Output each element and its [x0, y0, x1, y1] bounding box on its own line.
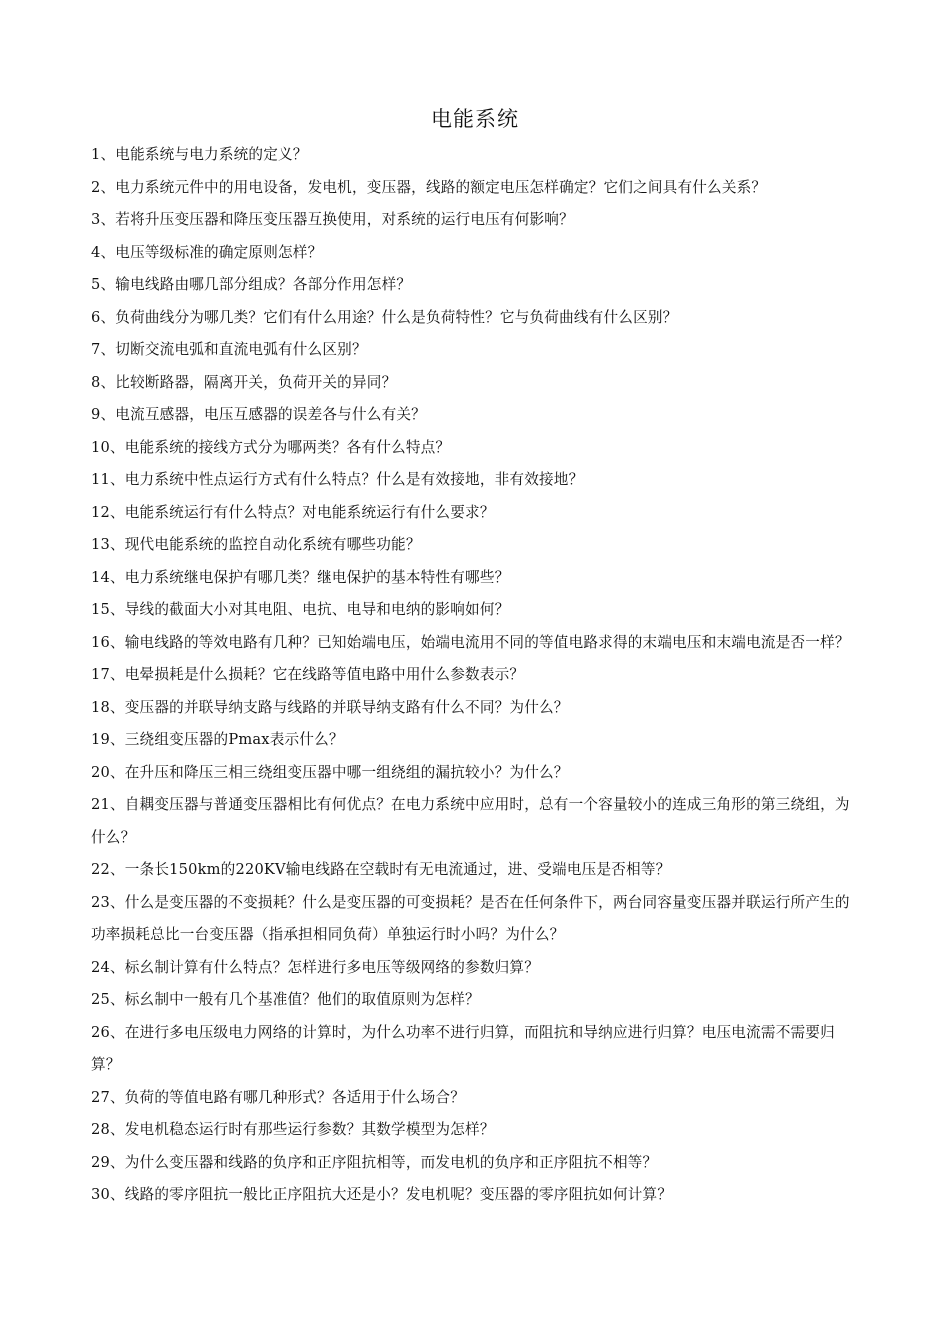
question-item: 10、电能系统的接线方式分为哪两类？各有什么特点？ [91, 438, 451, 456]
question-list [91, 139, 863, 1212]
question-item: 2、电力系统元件中的用电设备，发电机，变压器，线路的额定电压怎样确定？它们之间具有什么关系？ [91, 178, 767, 196]
question-item: 11、电力系统中性点运行方式有什么特点？什么是有效接地，非有效接地？ [91, 471, 584, 488]
question-item: 18、变压器的并联导纳支路与线路的并联导纳支路有什么不同？为什么？ [91, 698, 569, 716]
question-item: 21、自耦变压器与普通变压器相比有何优点？在电力系统中应用时，总有一个容量较小的连成三角形的第三绕组，为什么？ [91, 796, 850, 846]
question-item: 22、一条长150km的220KV输电线路在空载时有无电流通过，进、受端电压是否相等？ [91, 861, 671, 878]
question-item: 29、为什么变压器和线路的负序和正序阻抗相等，而发电机的负序和正序阻抗不相等？ [91, 1153, 658, 1171]
question-item: 14、电力系统继电保护有哪几类？继电保护的基本特性有哪些？ [91, 568, 510, 586]
question-item: 12、电能系统运行有什么特点？对电能系统运行有什么要求？ [91, 503, 495, 521]
question-item: 19、三绕组变压器的Pmax表示什么？ [91, 731, 344, 748]
question-item: 23、什么是变压器的不变损耗？什么是变压器的可变损耗？是否在任何条件下，两台同容量变压器并联运行所产生的功率损耗总比一台变压器（指承担相同负荷）单独运行时小吗？为什么？ [91, 893, 850, 943]
document-title: 电能系统 [431, 107, 519, 131]
question-item: 25、标幺制中一般有几个基准值？他们的取值原则为怎样？ [91, 991, 480, 1008]
question-item: 30、线路的零序阻抗一般比正序阻抗大还是小？发电机呢？变压器的零序阻抗如何计算？ [91, 1186, 673, 1203]
question-item: 28、发电机稳态运行时有那些运行参数？其数学模型为怎样？ [91, 1121, 495, 1138]
question-item: 27、负荷的等值电路有哪几种形式？各适用于什么场合？ [91, 1088, 466, 1106]
question-item: 17、电晕损耗是什么损耗？它在线路等值电路中用什么参数表示？ [91, 666, 525, 683]
question-item: 3、若将升压变压器和降压变压器互换使用，对系统的运行电压有何影响？ [91, 211, 574, 228]
question-item: 8、比较断路器，隔离开关，负荷开关的异同？ [91, 373, 397, 391]
question-item: 16、输电线路的等效电路有几种？已知始端电压，始端电流用不同的等值电路求得的末端电压和末端电流是否一样？ [91, 633, 850, 651]
question-item: 9、电流互感器，电压互感器的误差各与什么有关？ [91, 406, 426, 423]
question-item: 20、在升压和降压三相三绕组变压器中哪一组绕组的漏抗较小？为什么？ [91, 763, 569, 781]
question-item: 6、负荷曲线分为哪几类？它们有什么用途？什么是负荷特性？它与负荷曲线有什么区别？ [91, 308, 678, 326]
question-item: 4、电压等级标准的确定原则怎样？ [91, 243, 323, 261]
question-item: 7、切断交流电弧和直流电弧有什么区别？ [91, 341, 367, 358]
question-item: 1、电能系统与电力系统的定义？ [91, 146, 308, 163]
question-item: 15、导线的截面大小对其电阻、电抗、电导和电纳的影响如何？ [91, 601, 510, 618]
question-item: 24、标幺制计算有什么特点？怎样进行多电压等级网络的参数归算？ [91, 958, 539, 976]
question-item: 26、在进行多电压级电力网络的计算时，为什么功率不进行归算，而阻抗和导纳应进行归算？电压电流需不需要归算？ [91, 1023, 835, 1073]
question-item: 13、现代电能系统的监控自动化系统有哪些功能？ [91, 536, 421, 553]
question-item: 5、输电线路由哪几部分组成？各部分作用怎样？ [91, 276, 412, 293]
